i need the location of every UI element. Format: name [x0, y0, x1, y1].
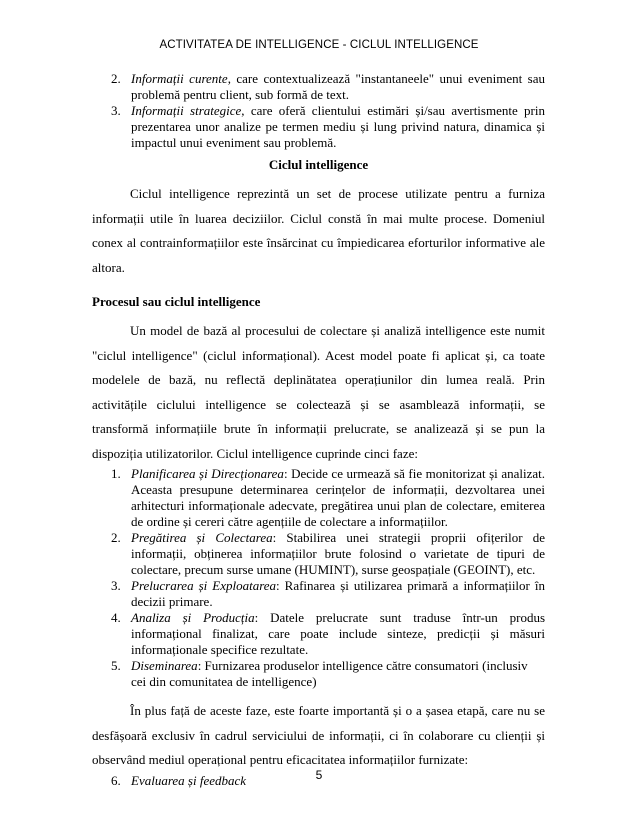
list-item	[111, 610, 545, 658]
list-item	[111, 466, 545, 530]
list-item-term: Pregătirea și Colectarea	[131, 530, 273, 545]
paragraph-intro: Ciclul intelligence reprezintă un set de procese utilizate pentru a furniza informații utile în luarea deciziilor. Ciclul constă în mai multe procese. Domeniul conex al contrainformațiilor este însărcinat cu împiedicarea eforturilor informative ale altora.	[92, 186, 545, 275]
list-item-number: 2.	[111, 71, 121, 86]
list-item	[111, 658, 545, 690]
list-item-number: 2.	[111, 530, 121, 545]
list-item-text: : Stabilirea unei strategii proprii ofițerilor de informații, obținerea informațiilor brute folosind o varietate de tipuri de colectare, precum surse umane (HUMINT), surse geospațiale (GEOINT), etc.	[131, 530, 546, 577]
list-item	[111, 578, 545, 610]
list-item-text: : Furnizarea produselor intelligence către consumatori (inclusiv cei din comunitatea de intelligence)	[131, 658, 528, 689]
list-item	[111, 530, 545, 578]
list-item-text: , care contextualizează "instantaneele" unui eveniment sau problemă pentru client, sub formă de text.	[131, 71, 545, 102]
list-item-term: Informații curente	[131, 71, 228, 86]
list-item-number: 5.	[111, 658, 121, 673]
running-header: ACTIVITATEA DE INTELLIGENCE - CICLUL INTELLIGENCE	[159, 39, 479, 51]
list-item-term: Planificarea și Direcționarea	[131, 466, 284, 481]
list-item-text: : Datele prelucrate sunt traduse într-un produs informațional finalizat, care poate include sinteze, predicții și măsuri informaționale specifice rezultate.	[131, 610, 545, 657]
info-types-list	[111, 71, 545, 151]
phases-list	[111, 466, 545, 690]
subheading: Procesul sau ciclul intelligence	[92, 294, 261, 309]
list-item-term: Analiza și Producția	[131, 610, 255, 625]
list-item	[111, 103, 545, 151]
list-item-number: 3.	[111, 578, 121, 593]
list-item-number: 6.	[111, 772, 121, 788]
list-item-text: : Rafinarea și utilizarea primară a informațiilor în decizii primare.	[131, 578, 545, 609]
list-item-term: Evaluarea și feedback	[131, 772, 247, 788]
section-title: Ciclul intelligence	[268, 157, 369, 172]
list-item-number: 1.	[111, 466, 121, 481]
paragraph-model: Un model de bază al procesului de colectare și analiză intelligence este numit "ciclul intelligence" (ciclul informațional). Acest model poate fi aplicat și, ca toate modelele de bază, nu reflectă deplinătatea operațiunilor din lumea reală. Prin activitățile ciclului intelligence se colectează și se asamblează informații, se transformă informațiile brute în informații prelucrate, se analizează și se pun la dispoziția utilizatorilor. Ciclul intelligence cuprinde cinci faze:	[92, 323, 545, 461]
list-item-text: , care oferă clientului estimări și/sau avertismente prin prezentarea unor analize pe termen mediu și lung privind natura, dinamica și impactul unui eveniment sau problemă.	[131, 103, 545, 150]
list-item-number: 4.	[111, 610, 121, 625]
list-item-term: Informații strategice	[131, 103, 242, 118]
page-body	[92, 71, 545, 789]
paragraph-sixth-stage: În plus față de aceste faze, este foarte importantă și o a șasea etapă, care nu se desfășoară exclusiv în cadrul serviciului de informații, ci în colaborare cu clienții și observând mediul operațional pentru eficacitatea informațiilor furnizate:	[92, 703, 545, 767]
list-item-term: Diseminarea	[131, 658, 198, 673]
list-item-text: : Decide ce urmează să fie monitorizat și analizat. Aceasta presupune determinarea cerințelor de informații, dezvoltarea unei arhitecturi informaționale adecvate, pregătirea unui plan de colectare, emiterea de ordine și cereri către agențiile de colectare a informațiilor.	[131, 466, 545, 529]
list-item	[111, 71, 545, 103]
list-item-number: 3.	[111, 103, 121, 118]
list-item-term: Prelucrarea și Exploatarea	[131, 578, 277, 593]
page-number: 5	[315, 768, 323, 782]
